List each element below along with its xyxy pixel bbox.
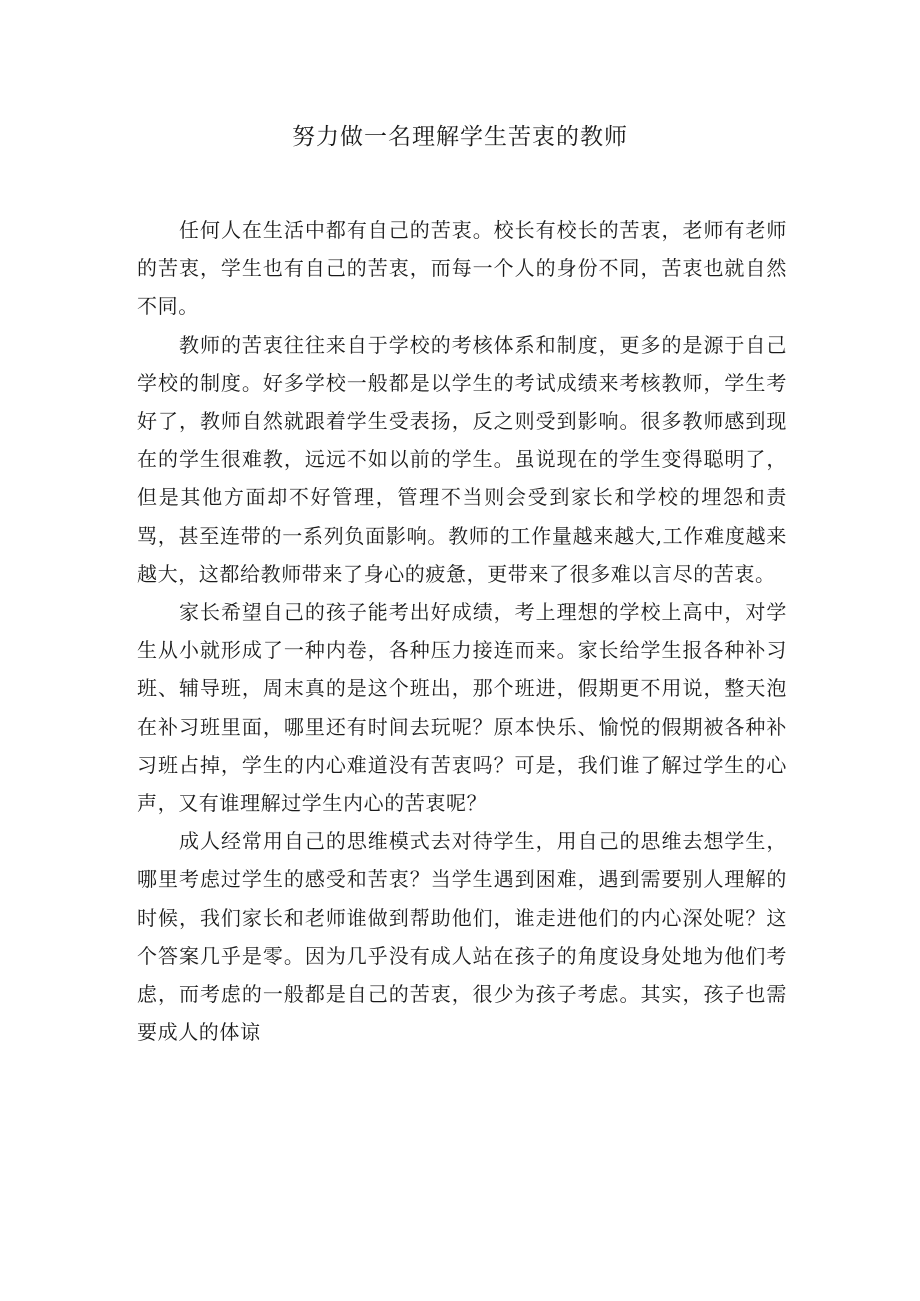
paragraph-1: 任何人在生活中都有自己的苦衷。校长有校长的苦衷，老师有老师的苦衷，学生也有自己的苦衷，而每一个人的身份不同，苦衷也就自然不同。 — [137, 218, 787, 319]
document-body — [137, 211, 787, 1051]
paragraph-3: 家长希望自己的孩子能考出好成绩，考上理想的学校上高中，对学生从小就形成了一种内卷，各种压力接连而来。家长给学生报各种补习班、辅导班，周末真的是这个班出，那个班进，假期更不用说，整天泡在补习班里面，哪里还有时间去玩呢？原本快乐、愉悦的假期被各种补习班占掉，学生的内心难道没有苦衷吗？可是，我们谁了解过学生的心声，又有谁理解过学生内心的苦衷呢？ — [137, 600, 787, 816]
document-title: 努力做一名理解学生苦衷的教师 — [292, 124, 628, 150]
paragraph-4: 成人经常用自己的思维模式去对待学生，用自己的思维去想学生，哪里考虑过学生的感受和苦衷？当学生遇到困难，遇到需要别人理解的时候，我们家长和老师谁做到帮助他们，谁走进他们的内心深处呢？这个答案几乎是零。因为几乎没有成人站在孩子的角度设身处地为他们考虑，而考虑的一般都是自己的苦衷，很少为孩子考虑。其实，孩子也需要成人的体谅 — [137, 829, 787, 1045]
paragraph-2: 教师的苦衷往往来自于学校的考核体系和制度，更多的是源于自己学校的制度。好多学校一般都是以学生的考试成绩来考核教师，学生考好了，教师自然就跟着学生受表扬，反之则受到影响。很多教师感到现在的学生很难教，远远不如以前的学生。虽说现在的学生变得聪明了，但是其他方面却不好管理，管理不当则会受到家长和学校的埋怨和责骂，甚至连带的一系列负面影响。教师的工作量越来越大,工作难度越来越大，这都给教师带来了身心的疲惫，更带来了很多难以言尽的苦衷。 — [137, 332, 787, 586]
